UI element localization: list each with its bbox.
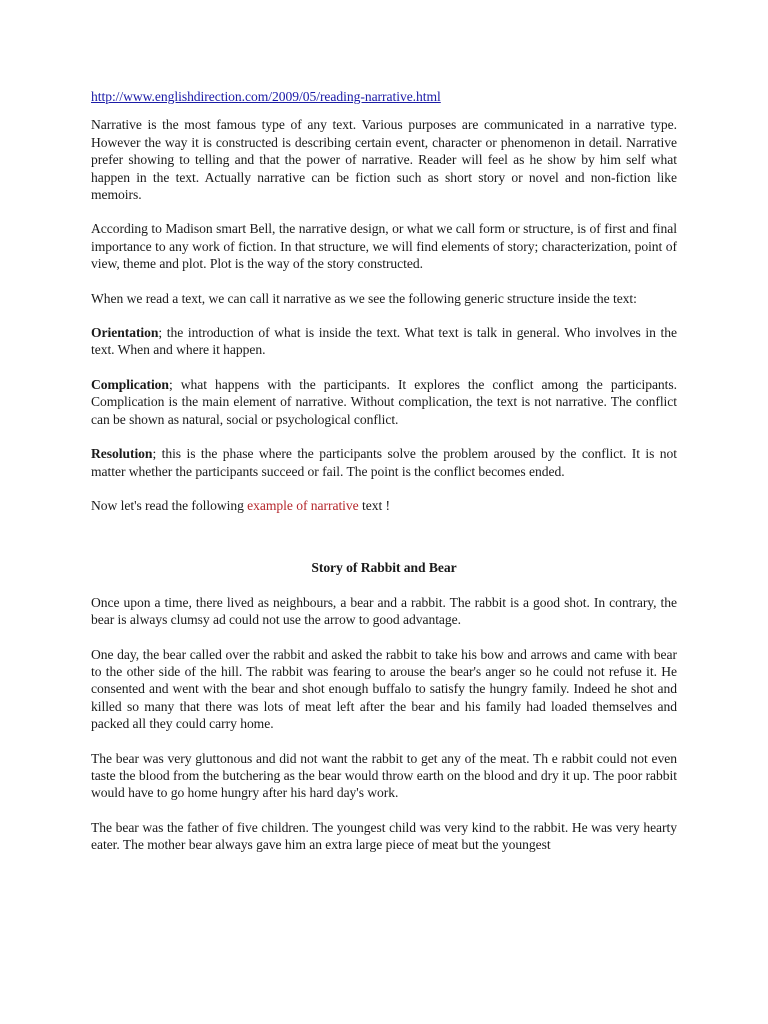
paragraph-narrative-definition: Narrative is the most famous type of any text. Various purposes are communicated in a narrative type. However the way it is constructed is describing certain event, character or phenomenon in detail. Narrative prefer showing to telling and that the power of narrative. Reader will feel as he show by him self what happen in the text. Actually narrative can be fiction such as short story or novel and non-fiction like memoirs. bbox=[91, 117, 677, 203]
complication-term: Complication bbox=[91, 376, 169, 392]
intro-before: Now let's read the following bbox=[91, 497, 248, 513]
story-paragraph-2: One day, the bear called over the rabbit and asked the rabbit to take his bow and arrows and came with bear to the other side of the hill. The rabbit was fearing to arouse the bear's anger so he could not refuse it. He consented and went with the bear and shot enough buffalo to satisfy the hungry family. Indeed he shot and killed so many that there was lots of meat left after the bear and his family had loaded themselves and packed all they could carry home. bbox=[91, 646, 677, 732]
paragraph-generic-structure: When we read a text, we can call it narrative as we see the following generic structure inside the text: bbox=[91, 290, 637, 306]
orientation-text: ; the introduction of what is inside the text. What text is talk in general. Who involves in the text. When and where it happen. bbox=[91, 325, 677, 358]
story-paragraph-1: Once upon a time, there lived as neighbours, a bear and a rabbit. The rabbit is a good shot. In contrary, the bear is always clumsy ad could not use the arrow to good advantage. bbox=[91, 594, 677, 628]
orientation-paragraph bbox=[91, 324, 677, 359]
example-highlight: example of narrative bbox=[247, 497, 359, 513]
source-link[interactable]: http://www.englishdirection.com/2009/05/reading-narrative.html bbox=[91, 89, 441, 104]
intro-paragraph bbox=[91, 497, 677, 514]
document-page bbox=[91, 88, 677, 871]
story-title: Story of Rabbit and Bear bbox=[311, 560, 457, 576]
resolution-paragraph bbox=[91, 445, 677, 480]
paragraph-narrative-design: According to Madison smart Bell, the narrative design, or what we call form or structure, is of first and final importance to any work of fiction. In that structure, we will find elements of story; characterization, point of view, theme and plot. Plot is the way of the story constructed. bbox=[91, 221, 677, 272]
story-paragraph-3: The bear was very gluttonous and did not want the rabbit to get any of the meat. Th e rabbit could not even taste the blood from the butchering as the bear would throw earth on the blood and dry it up. The poor rabbit would have to go home hungry after his hard day's work. bbox=[91, 750, 677, 801]
complication-text: ; what happens with the participants. It explores the conflict among the participants. Complication is the main element of narrative. Without complication, the text is not narrative. The conflict can be shown as natural, social or psychological conflict. bbox=[91, 376, 677, 427]
story-paragraph-4: The bear was the father of five children. The youngest child was very kind to the rabbit. He was very hearty eater. The mother bear always gave him an extra large piece of meat but the youngest bbox=[91, 819, 677, 853]
orientation-term: Orientation bbox=[91, 325, 159, 341]
complication-paragraph bbox=[91, 376, 677, 428]
intro-after: text ! bbox=[358, 497, 390, 513]
resolution-text: ; this is the phase where the participants solve the problem aroused by the conflict. It is not matter whether the participants succeed or fail. The point is the conflict becomes ended. bbox=[91, 446, 677, 479]
resolution-term: Resolution bbox=[91, 446, 153, 462]
